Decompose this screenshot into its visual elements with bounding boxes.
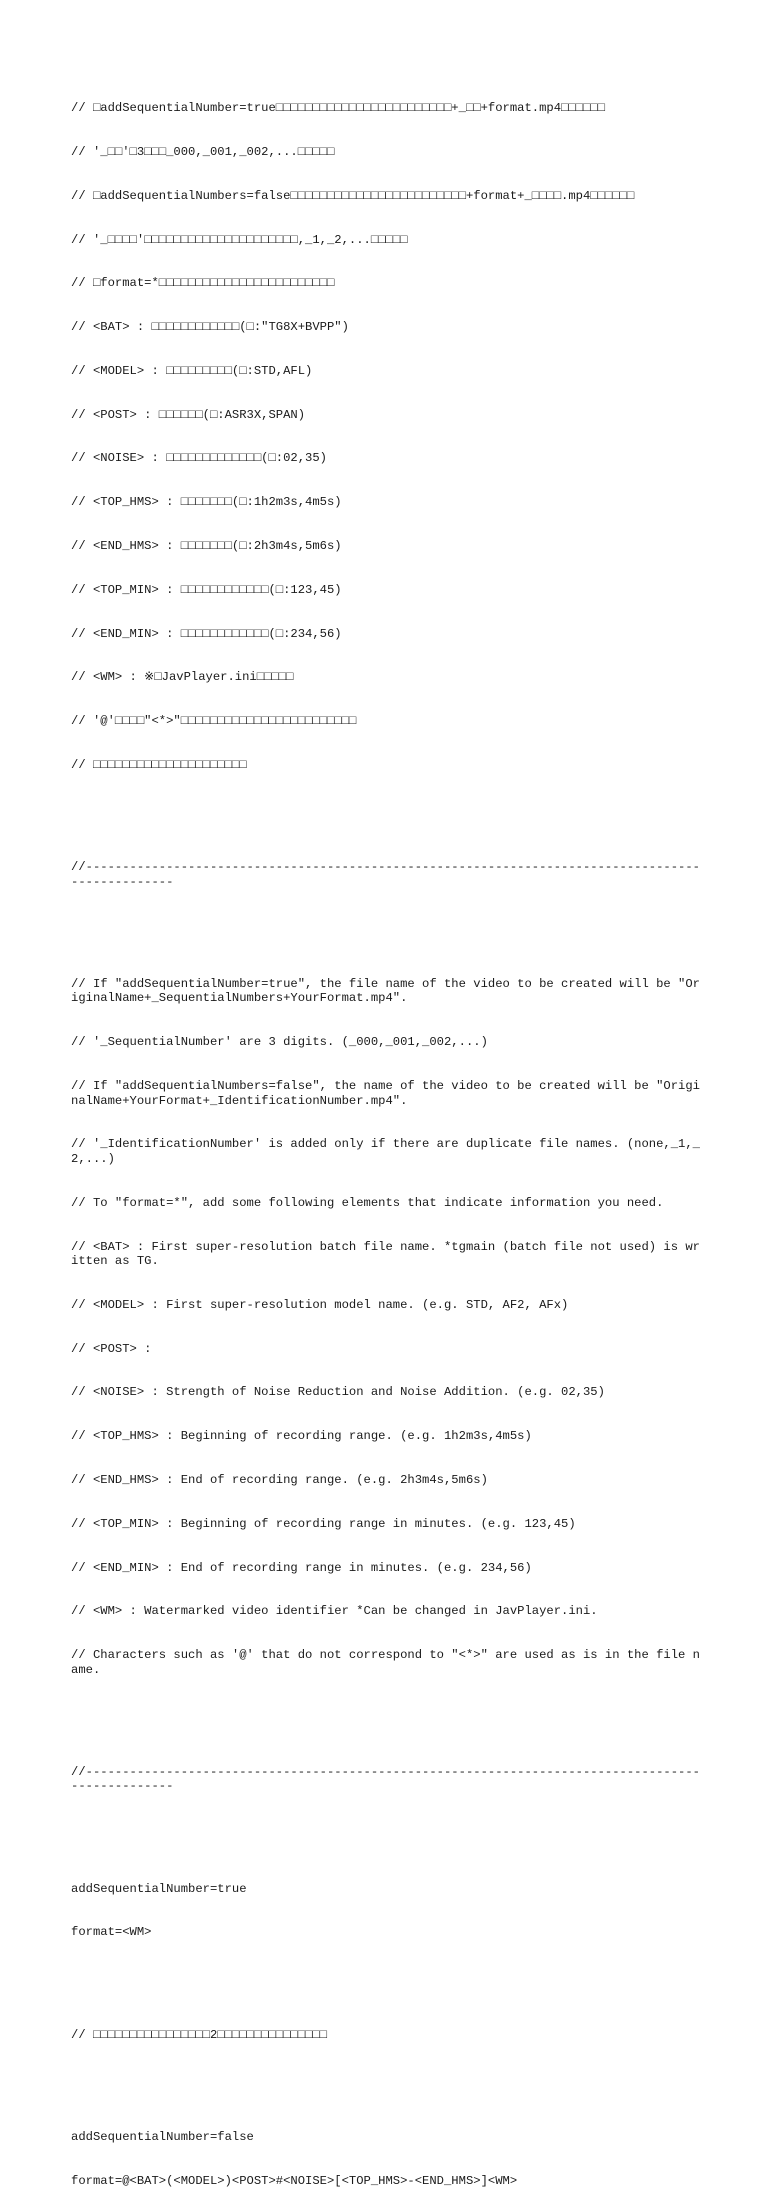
mid-comment-line: // □□□□□□□□□□□□□□□□2□□□□□□□□□□□□□□□ bbox=[71, 2027, 327, 2042]
jp-comment-line: // <END_MIN> : □□□□□□□□□□□□(□:234,56) bbox=[71, 626, 342, 641]
en-comment-line: // <TOP_HMS> : Beginning of recording range. (e.g. 1h2m3s,4m5s) bbox=[71, 1429, 532, 1444]
setting-line: format=<WM> bbox=[71, 1925, 152, 1940]
blank-line bbox=[71, 1969, 701, 1984]
en-comment-line: // If "addSequentialNumbers=false", the name of the video to be created will be "OriginalName+YourFormat+_IdentificationNumber.mp4". bbox=[71, 1078, 700, 1108]
setting-line: addSequentialNumber=false bbox=[71, 2129, 254, 2144]
jp-comment-line: // '@'□□□□"<*>"□□□□□□□□□□□□□□□□□□□□□□□□ bbox=[71, 714, 357, 729]
jp-comment-line: // '_□□□□'□□□□□□□□□□□□□□□□□□□□□,_1,_2,...□□□□□ bbox=[71, 232, 408, 247]
en-comment-line: // '_IdentificationNumber' is added only if there are duplicate file names. (none,_1,_2,...) bbox=[71, 1137, 700, 1166]
en-comment-line: // <END_HMS> : End of recording range. (e.g. 2h3m4s,5m6s) bbox=[71, 1473, 488, 1487]
jp-comment-line: // <POST> : □□□□□□(□:ASR3X,SPAN) bbox=[71, 407, 306, 422]
en-comment-line: // <BAT> : First super-resolution batch file name. *tgmain (batch file not used) is written as TG. bbox=[71, 1239, 700, 1269]
jp-comment-line: // <TOP_HMS> : □□□□□□□(□:1h2m3s,4m5s) bbox=[71, 495, 342, 510]
en-comment-line: // <WM> : Watermarked video identifier *Can be changed in JavPlayer.ini. bbox=[71, 1604, 598, 1619]
en-comment-line: // '_SequentialNumber' are 3 digits. (_000,_001,_002,...) bbox=[71, 1035, 488, 1050]
separator-line: //-------------------------------------------------------------------------------------------------- bbox=[71, 1764, 700, 1794]
en-comment-line: // <MODEL> : First super-resolution model name. (e.g. STD, AF2, AFx) bbox=[71, 1297, 569, 1312]
jp-comment-line: // □addSequentialNumber=true□□□□□□□□□□□□□□□□□□□□□□□□+_□□+format.mp4□□□□□□ bbox=[71, 101, 605, 116]
jp-comment-line: // <MODEL> : □□□□□□□□□(□:STD,AFL) bbox=[71, 363, 313, 378]
en-comment-line: // <NOISE> : Strength of Noise Reduction and Noise Addition. (e.g. 02,35) bbox=[71, 1385, 605, 1400]
jp-comment-line: // <END_HMS> : □□□□□□□(□:2h3m4s,5m6s) bbox=[71, 539, 342, 553]
blank-line bbox=[71, 2071, 701, 2086]
blank-line bbox=[71, 1707, 701, 1722]
setting-line: format=@<BAT>(<MODEL>)<POST>#<NOISE>[<TOP_HMS>-<END_HMS>]<WM> bbox=[71, 2173, 518, 2188]
en-comment-line: // Characters such as '@' that do not correspond to "<*>" are used as is in the file name. bbox=[71, 1648, 700, 1677]
en-comment-line: // <END_MIN> : End of recording range in minutes. (e.g. 234,56) bbox=[71, 1560, 532, 1575]
en-comment-line: // If "addSequentialNumber=true", the file name of the video to be created will be "OriginalName+_SequentialNumbers+YourFormat.mp4". bbox=[71, 976, 700, 1006]
blank-line bbox=[71, 802, 701, 817]
en-comment-line: // <POST> : bbox=[71, 1341, 152, 1356]
blank-line bbox=[71, 918, 701, 933]
jp-comment-line: // '_□□'□3□□□_000,_001,_002,...□□□□□ bbox=[71, 144, 335, 159]
jp-comment-line: // □format=*□□□□□□□□□□□□□□□□□□□□□□□□ bbox=[71, 276, 335, 291]
jp-comment-line: // □addSequentialNumbers=false□□□□□□□□□□□□□□□□□□□□□□□□+format+_□□□□.mp4□□□□□□ bbox=[71, 188, 635, 203]
jp-comment-line: // <WM> : ※□JavPlayer.ini□□□□□ bbox=[71, 670, 294, 685]
en-comment-line: // <TOP_MIN> : Beginning of recording range in minutes. (e.g. 123,45) bbox=[71, 1516, 576, 1531]
separator-line: //-------------------------------------------------------------------------------------------------- bbox=[71, 860, 700, 889]
jp-comment-line: // <NOISE> : □□□□□□□□□□□□□(□:02,35) bbox=[71, 451, 327, 466]
document-body bbox=[71, 72, 701, 2203]
jp-comment-line: // □□□□□□□□□□□□□□□□□□□□□ bbox=[71, 757, 247, 772]
jp-comment-line: // <BAT> : □□□□□□□□□□□□(□:"TG8X+BVPP") bbox=[71, 320, 349, 335]
jp-comment-line: // <TOP_MIN> : □□□□□□□□□□□□(□:123,45) bbox=[71, 582, 342, 597]
setting-line: addSequentialNumber=true bbox=[71, 1881, 247, 1896]
blank-line bbox=[71, 1823, 701, 1838]
en-comment-line: // To "format=*", add some following elements that indicate information you need. bbox=[71, 1195, 664, 1210]
